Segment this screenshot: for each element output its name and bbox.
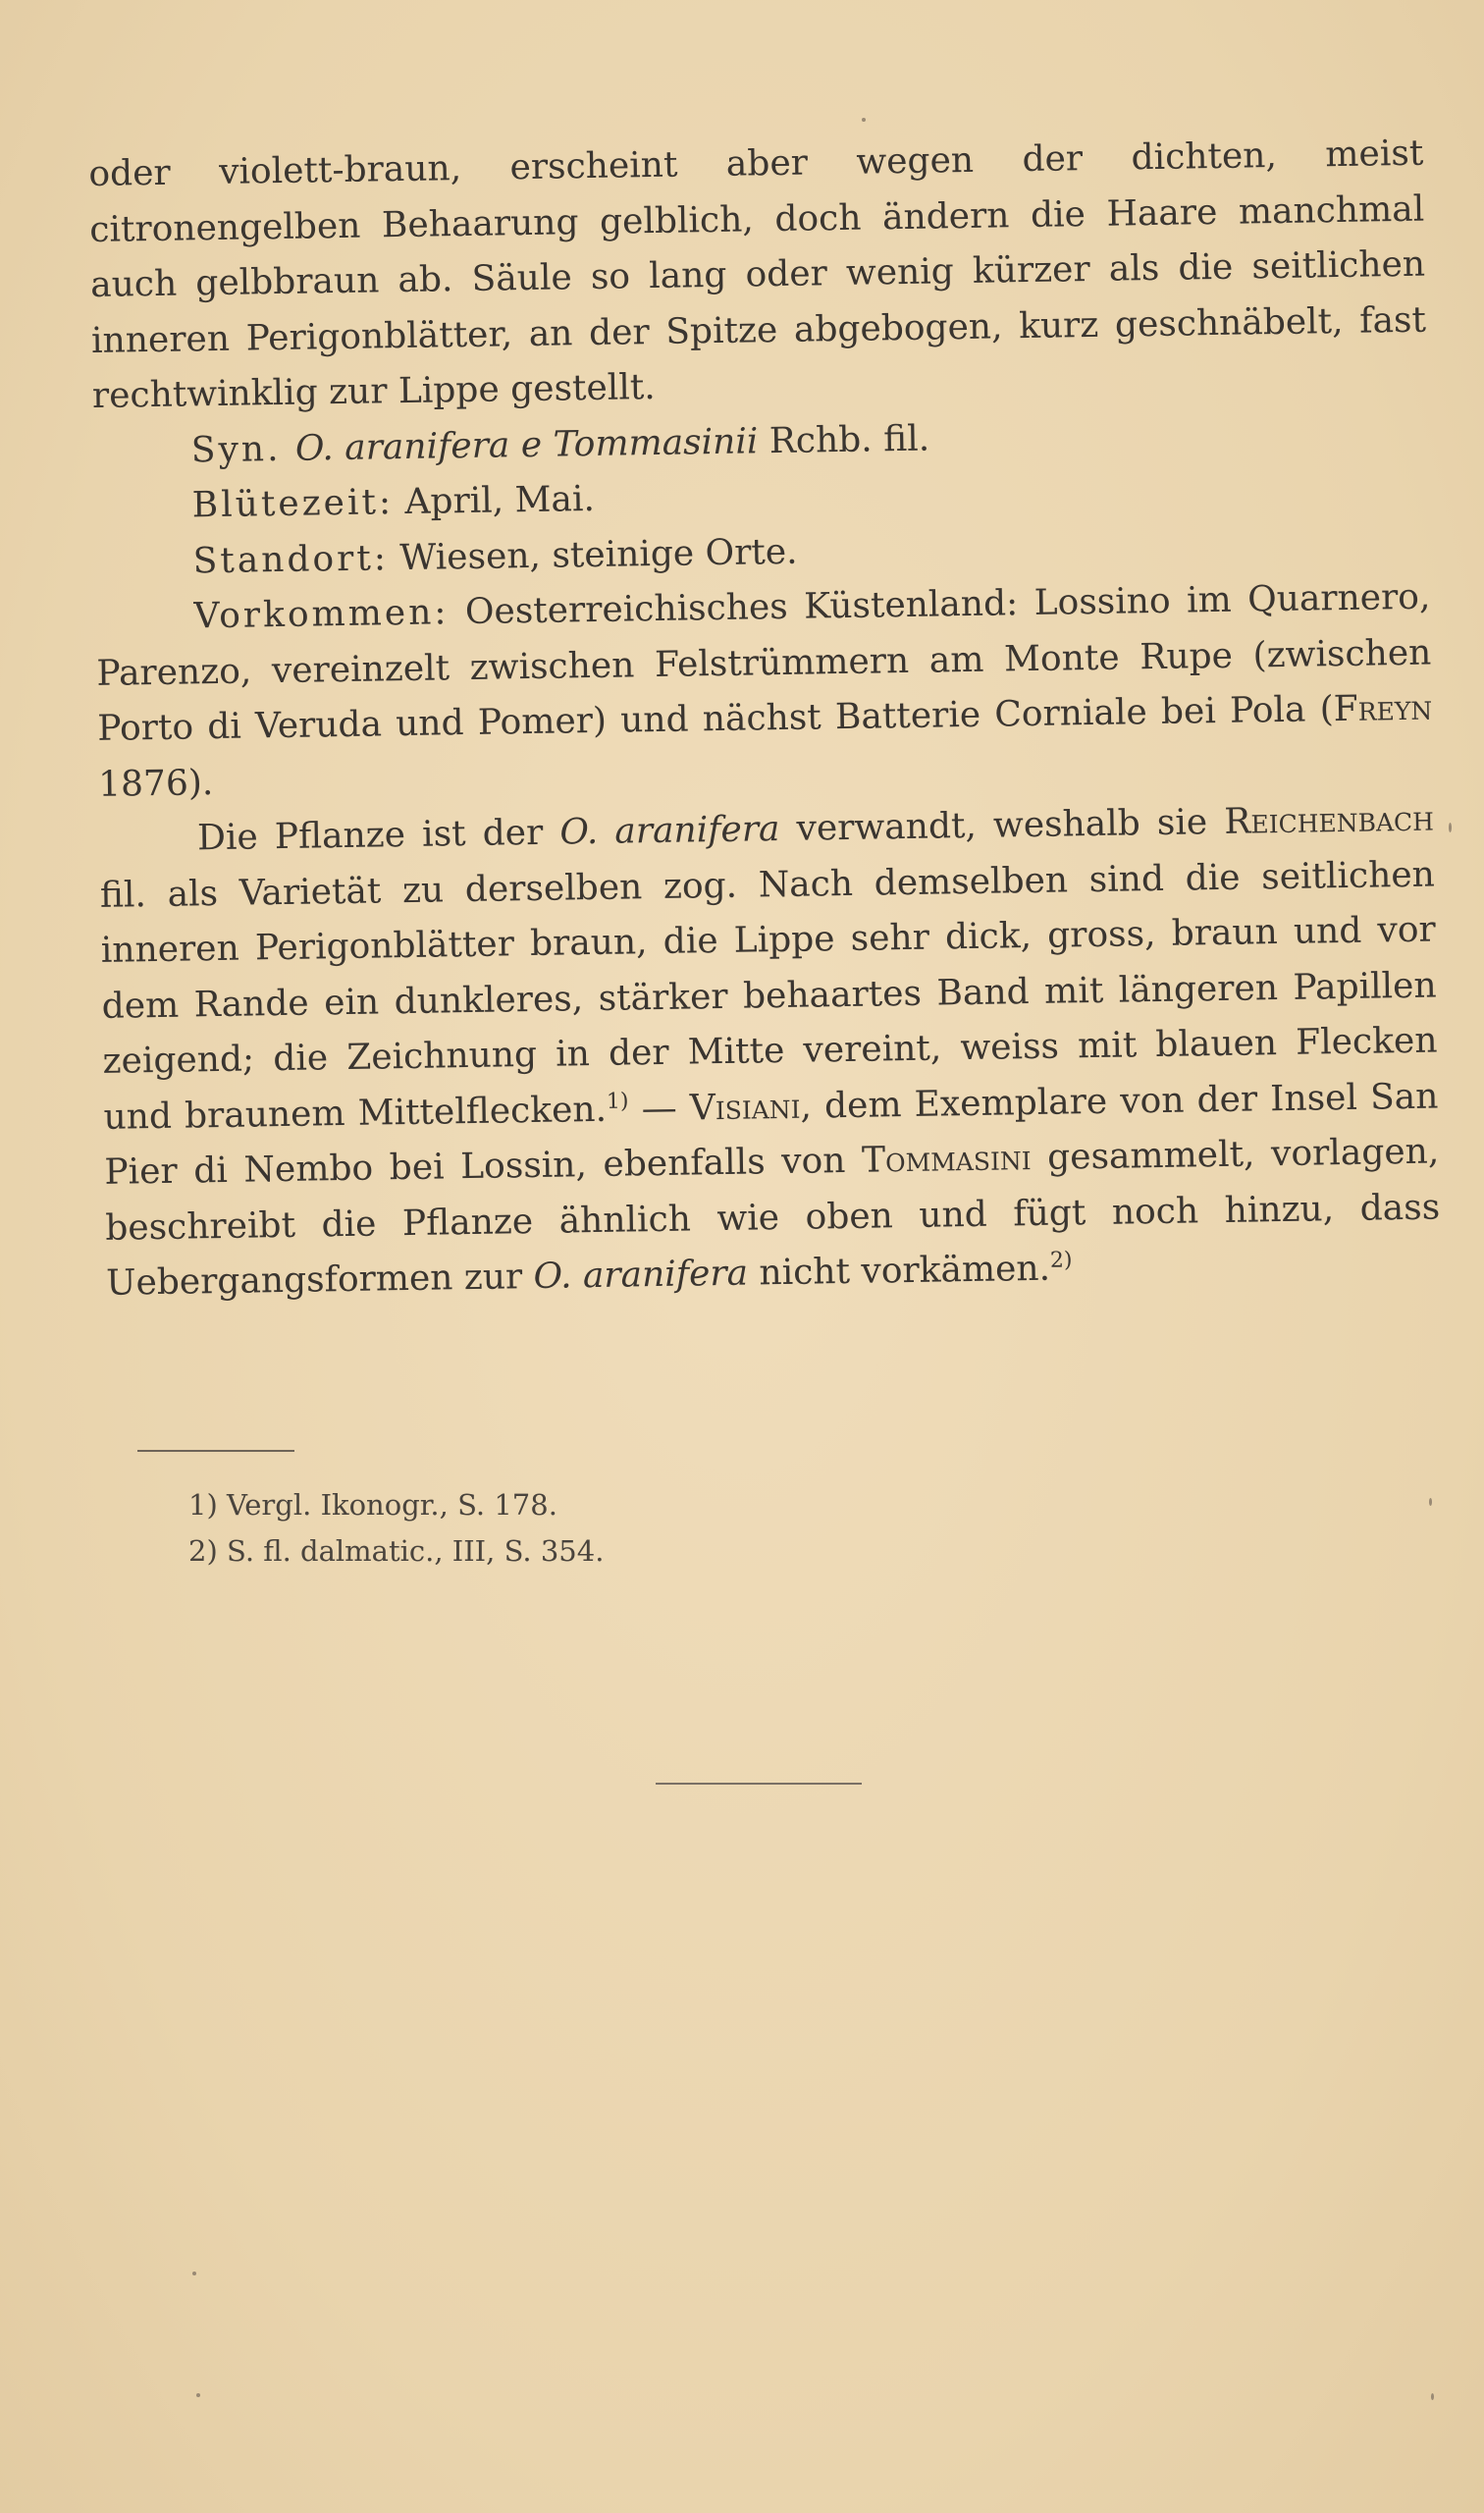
footnote-1: 1) Vergl. Ikonogr., S. 178.: [188, 1488, 557, 1522]
standort-value: Wiesen, steinige Orte.: [388, 531, 798, 578]
end-rule: [656, 1783, 862, 1785]
text-segment: Die Pflanze ist der: [196, 812, 560, 859]
paragraph-vorkommen: [95, 570, 1433, 813]
text-segment: , dem Exemplare von der Insel San Pier di Nembo bei Lossin, ebenfalls von: [104, 1076, 1439, 1193]
synonym-label: Syn.: [190, 428, 296, 470]
paper-speck: [862, 118, 866, 122]
text-segment: nicht vorkämen.: [747, 1248, 1051, 1294]
author-name: Visiani: [689, 1086, 801, 1128]
synonym-author: Rchb. fil.: [757, 418, 930, 461]
text-segment: gesammelt, vorlagen, beschreibt die Pflanze ähnlich wie oben und fügt noch hinzu, dass Uebergangsformen zur: [104, 1131, 1441, 1304]
text-segment: fil. als Varietät zu derselben zog. Nach demselben sind die seitlichen inneren Perigonblätter braun, die Lippe sehr dick, gross, braun und vor dem Rande ein dunkleres, stärker behaartes Band mit längeren Papillen zeigend; die Zeichnung in der Mitte vereint, weiss mit blauen Flecken und braunem Mittelflecken.: [99, 854, 1438, 1138]
standort-label: Standort:: [192, 537, 390, 581]
paper-speck: [1429, 1498, 1432, 1506]
footnotes: [188, 1482, 604, 1575]
synonym-name: O. aranifera e Tommasinii: [294, 420, 759, 469]
paper-speck: [196, 2393, 200, 2397]
text-segment: 1876).: [97, 762, 214, 805]
paragraph-discussion: [99, 792, 1442, 1312]
text-segment: oder violett-braun, erscheint aber wegen der dichten, meist citronengelben Behaarung gelblich, doch ändern die Haare manchmal auch gelbbraun ab. Säule so lang oder wenig kürzer als die seitlichen inneren Perigonblätter, an der Spitze abgebogen, kurz geschnäbelt, fast rechtwinklig zur Lippe gestellt.: [88, 133, 1427, 416]
paper-speck: [1449, 823, 1452, 832]
footnote-divider: [137, 1450, 294, 1452]
author-name: Tommasini: [861, 1138, 1032, 1181]
main-text: [88, 127, 1441, 1312]
vorkommen-label: Vorkommen:: [193, 592, 450, 637]
text-segment: —: [628, 1087, 691, 1129]
species-name: O. aranifera: [559, 809, 780, 853]
text-segment: verwandt, weshalb sie: [779, 801, 1225, 850]
paper-speck: [1431, 2393, 1434, 2400]
paper-speck: [192, 2272, 196, 2275]
footnote-marker: 1): [606, 1088, 629, 1114]
author-name: Freyn: [1333, 687, 1433, 730]
bluetezeit-label: Blütezeit:: [191, 482, 395, 526]
author-name: Reichenbach: [1223, 798, 1435, 842]
footnote-2: 2) S. fl. dalmatic., III, S. 354.: [188, 1534, 605, 1568]
text-segment: Oesterreichisches Küstenland: Lossino im Quarnero, Parenzo, vereinzelt zwischen Felstrümmern am Monte Rupe (zwischen Porto di Veruda und Pomer) und nächst Batterie Corniale bei Pola (: [96, 576, 1432, 749]
footnote-marker: 2): [1049, 1248, 1073, 1273]
species-name: O. aranifera: [533, 1253, 749, 1298]
bluetezeit-value: April, Mai.: [393, 478, 596, 523]
paragraph-description-end: [88, 127, 1427, 425]
